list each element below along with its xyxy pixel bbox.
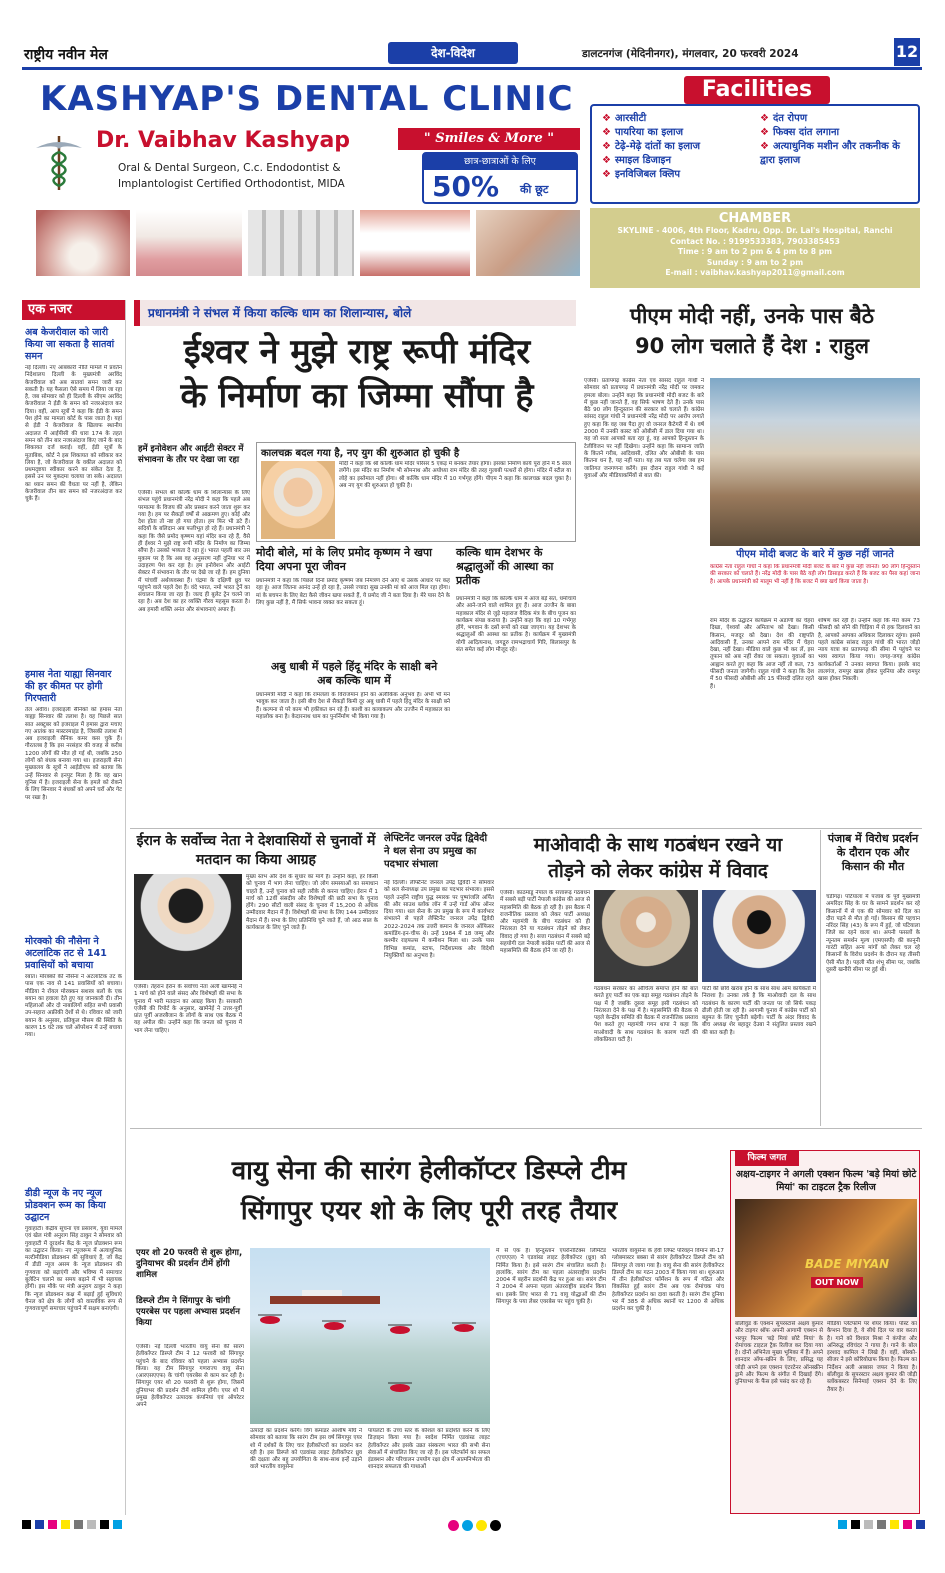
iaf-body: एजेंसी। नई दिल्ली भारतीय वायु सेना की सारंग हेलीकॉप्टर डिस्प्ले टीम ने 12 फरवरी को सिंगापुर पहुंचने के बाद रविवार को पहला अभ्यास प्रदर्शन किया। यह टीम सिंगापुर गणराज्य वायु सेना (आरएसएएफ) के चांगी एयरबेस से काम कर रही है। सिंगापुर एयर शो 20 फरवरी से शुरू होगा, जिसमें दुनियाभर की प्रदर्शन टीमें शामिल होंगी। एयर शो में प्रमुख हेलीकॉप्टर उत्पादक कंपनियां एवं ऑपरेटर अपने: [136, 1344, 244, 1409]
film-box: [730, 1150, 920, 1514]
facility-label: पायरिया का इलाज: [614, 127, 684, 138]
newspaper-logo: राष्ट्रीय नवीन मेल: [24, 47, 108, 63]
sidebar-item-body: रबात। मोरक्को की नौसेना ने अटलांटिक तट के पास एक नाव से 141 प्रवासियों को बचाया। मीडिया ने रॉयल मोरक्कन सशस्त्र बलों के एक बयान का हवाला देते हुए यह जानकारी दी। तीन महिलाओं और दो नाबालिगों सहित सभी प्रवासी उप-सहारा अफ्रीकी देशों से थे। रविवार को जारी बयान के अनुसार, प्रतिकूल मौसम की स्थिति के कारण 15 घंटे तक चले ऑपरेशन में उन्हें बचाया गया।: [25, 974, 122, 1039]
rahul-caption-body: कांग्रेस नेता राहुल गांधी ने कहा कि प्रधानमंत्री मोदी बजट के बारे में कुछ नहीं जानते। 90 लोग हिन्दुस्तान की सरकार को चलाते हैं। नरेंद्र मोदी के पास बैठे यही लोग डिसाइड करते हैं कि बजट का पैसा कहां जाना है। आपके प्रधानमंत्री को मालूम भी नहीं है कि बजट में क्या खर्च किया जाता है।: [710, 564, 920, 585]
implant-photo: [248, 210, 354, 276]
rahul-rally-photo: [710, 378, 920, 546]
facility-label: अत्याधुनिक मशीन और तकनीक के द्वारा इलाज: [760, 141, 900, 166]
facility-label: आरसीटी: [614, 113, 647, 124]
chamber-line: Sunday : 9 am to 2 pm: [706, 257, 804, 267]
sidebar-items: [22, 320, 125, 1506]
punjab-body: चंडीगढ़। पटियाला में पंजाब के पूर्व मुख्यमंत्री अमरिंदर सिंह के घर के सामने प्रदर्शन कर रहे किसानों में से एक की सोमवार को दिल का दौरा पड़ने से मौत हो गई। किसान की पहचान नरिंदर सिंह (43) के रूप में हुई, जो पटियाला जिले का रहने वाला था। अपनी फसलों के न्यूनतम समर्थन मूल्य (एमएसपी) की कानूनी गारंटी सहित अन्य मांगों को लेकर चल रहे किसानों के विरोध प्रदर्शन के दौरान यह तीसरी ऐसी मौत है। पहली मौत शंभू सीमा पर, जबकि दूसरी खनौरी सीमा पर हुई थी।: [826, 894, 920, 973]
doctor-qualification-2: Implantologist Certified Orthodontist, MIDA: [118, 178, 345, 190]
lead-col1-headline: मोदी बोले, मां के लिए प्रमोद कृष्णम ने खपा दिया अपना पूरा जीवन: [256, 546, 433, 573]
chamber-line: E-mail : vaibhav.kashyap2011@gmail.com: [665, 268, 845, 277]
diamond-bullet-icon: ❖: [760, 113, 769, 124]
discount-offer: [422, 152, 578, 204]
offer-percentage: 50%: [432, 170, 500, 203]
facility-label: स्माइल डिजाइन: [614, 155, 672, 166]
chamber-title: CHAMBER: [718, 211, 792, 226]
film-section-label: फिल्म जगत: [735, 1150, 799, 1166]
row-divider-2: [130, 1128, 922, 1129]
rahul-body-2: राम मंदिर के उद्घाटन कार्यक्रम में अडाणी का चेहरा दिखा, ऐश्वर्या और अमिताभ को देखा। किसी किसान, मजदूर को देखा। देश की राष्ट्रपति आदिवासी हैं, उनका आपने राम मंदिर में चेहरा देखा, नहीं देखा। मीडिया वाले कुछ भी कर लें, इस तूफान को अब नहीं रोका जा सकता। युवाओं का आह्वान करते हुए कहा कि आज नहीं तो कल, 73 फीसदी जनता जागेगी। राहुल गांधी ने कहा कि देश में 50 फीसदी ओबीसी और 15 फीसदी दलित रहते हैं।: [710, 618, 814, 690]
rahul-headline-2: 90 लोग चलाते हैं देश : राहुल: [635, 334, 869, 358]
facilities-list-left: [602, 112, 756, 182]
chamber-details: [590, 226, 920, 279]
gagan-thapa-photo: [702, 890, 816, 982]
ad-tagline: " Smiles & More ": [398, 128, 580, 150]
facility-item: [602, 168, 756, 182]
diamond-bullet-icon: ❖: [602, 169, 611, 180]
facilities-box: [590, 104, 920, 204]
rahul-body-3: शोषण कर रही हैं। उन्होंने कहा कि मेरा काम 73 फीसदी को सोने की चिड़िया में से हक दिलवाने का है, आपको आपका अधिकार दिलाकर रहूंगा। इससे पहले कांग्रेस सांसद राहुल गांधी की भारत जोड़ो न्याय यात्रा का प्रतापगढ़ की सीमा में पहुंचने पर भव्य स्वागत किया गया। जगह-जगह कांग्रेस कार्यकर्ताओं ने उनका स्वागत किया। इसके बाद लालगंज, रामपुर खास होकर पुरनिया और रामपुर खास होकर निकली।: [818, 618, 920, 683]
facility-item: [602, 140, 756, 154]
facility-label: इनविजिबल क्लिप: [614, 169, 681, 180]
kalchakra-box: [256, 442, 576, 542]
iaf-headline-1: वायु सेना की सारंग हेलीकॉप्टर डिस्प्ले टीम: [231, 1156, 627, 1186]
sidebar-title: एक नजर: [22, 300, 125, 320]
nepal-body: एजेंसी। काठमांडू नेपाल के सत्तारूढ़ गठबंधन में सबसे बड़ी पार्टी नेपाली कांग्रेस की आज से महासमिति की बैठक हो रही है। इस बैठक में राजनीतिक प्रस्ताव को लेकर पार्टी अध्यक्ष और महामंत्री के बीच गठबंधन को ही निरंतरता देने या गठबंधन तोड़ने को लेकर विवाद हो गया है। सत्ता गठबंधन में सबसे बड़े सहयोगी दल नेपाली कांग्रेस पार्टी की आज से महासमिति की बैठक होने जा रही है।: [500, 890, 590, 955]
chamber-line: Contact No. : 9199533383, 7903385453: [670, 236, 840, 246]
army-headline: लेफ्टिनेंट जनरल उपेंद्र द्विवेदी ने थल सेना उप प्रमुख का पदभार संभाला: [384, 833, 488, 870]
sidebar-item-body: नई दिल्ली। नए आबकारी नीति मामले में प्रवर्तन निदेशालय दिल्ली के मुख्यमंत्री अरविंद केजरीवाल को अब सातवां समन जारी कर सकती है। यह फैसला ऐसे समय में लिया जा रहा है, जब सोमवार को ही दिल्ली के सीएम अरविंद केजरीवाल ने ईडी के समन को नजरअंदाज कर दिया। वहीं, आप सूत्रों ने कहा कि ईडी के समन पेश होने का मामला कोर्ट के पास जाता है। यहां से ईडी ने केजरीवाल के खिलाफ स्थानीय अदालत में आईपीसी की धारा 174 के तहत समन को तीन बार नजरअंदाज किए जाने के बाद शिकायत दर्ज कराई। वहीं, ईडी सूत्रों के मुताबिक, कोर्ट ने इस शिकायत को स्वीकार कर लिया है, जो केजरीवाल के वकील अदालत को प्रथमदृष्टया स्वीकार करने का संकेत देता है, इससे उन पर मुकदमा चलाया जा सके। अदालत का ध्यान समन की वैधता पर नहीं है, लेकिन केजरीवाल तीन बार समन को नजरअंदाज कर चुके हैं।: [25, 365, 122, 503]
iaf-headline-2: सिंगापुर एयर शो के लिए पूरी तरह तैयार: [240, 1196, 618, 1226]
diamond-bullet-icon: ❖: [602, 113, 611, 124]
film-body: बॉलीवुड के एक्शन सुपरस्टार्स अक्षय कुमार और टाइगर श्रॉफ अपनी आगामी एक्शन से भरपूर फिल्म 'बड़े मियां छोटे मियां' के रोमांचक टाइटल ट्रैक रिलीज कर दिया गया है। दोनों अभिनेता मुख्य भूमिका में हैं। अपने शानदार ऑफ-स्क्रीन के लिए, प्रसिद्ध यह जोड़ी अपने इस एक्शन एंटरटेनर ऑनस्क्रीन ड्रामे और फिल्म के संगीत में दिखाई देंगे। दुनियाभर के फैंस इसे पसंद कर रहे हैं।: [735, 1321, 823, 1386]
registration-bar: [22, 1520, 922, 1532]
nepal-headline-1: माओवादी के साथ गठबंधन रखने या: [533, 834, 783, 856]
helicopters-icon: [250, 1248, 490, 1424]
lead-headline-2: के निर्माण का जिम्मा सौंपा है: [180, 376, 534, 416]
film-poster: [735, 1199, 917, 1317]
modi-portrait: [261, 461, 335, 539]
deuba-photo: [594, 890, 698, 982]
lead-kicker: प्रधानमंत्री ने संभल में किया कल्कि धाम का शिलान्यास, बोले: [148, 306, 412, 320]
kalchakra-body: मोदी ने कहा कि श्री कल्कि धाम मंदिर परिसर 5 एकड़ में बनकर तैयार होगा। इसका निर्माण कार्य पूरा होने में 5 साल लगेंगे। इस मंदिर का निर्माण भी सोमनाथ और अयोध्या राम मंदिर की तरह गुलाबी पत्थरों से होगा। मंदिर में स्टील या लोहे का इस्तेमाल नहीं होगा। श्री कल्कि धाम मंदिर में 10 गर्भगृह होंगे। पीएम ने कहा कि कालचक्र बदल चुका है। अब नए युग की शुरुआत हो चुकी है।: [339, 461, 571, 489]
facility-item: [602, 154, 756, 168]
lead-headline-1: ईश्वर ने मुझे राष्ट्र रूपी मंदिर: [183, 332, 531, 372]
section-label: देश-विदेश: [388, 42, 518, 64]
facility-item: [602, 126, 756, 140]
lead-kicker-box: [134, 300, 576, 326]
sidebar-item-body: तेल अवीव। इजराइली सैनिकों को हमास नेता याह्या सिनवार की तलाश है। वह पिछले सात सात अक्टूबर को इजराइल में हमास द्वारा मचाए गए आतंक का मास्टरमाइंड है, जिसकी तलाश में अब इजराइली सैनिक कमर कस चुके हैं। गौरतलब है कि इस नरसंहार की वजह से करीब 1200 लोगों की मौत हो गई थी, जबकि 250 लोगों को बंधक बनाया गया था। इजराइली सेना मुख्यालय के सूत्रों ने आईडीएफ को बताया कि उन्हें सिनवार से इनपुट मिला है कि वह खान यूनिस में है। इजराइली सेना के हमले को रोकने के लिए सिनवार ने बंधकों को अपने घरों और गेट पर रखा है।: [25, 707, 122, 801]
poster-title: BADE MIYAN: [805, 1257, 890, 1271]
doctor-qualification-1: Oral & Dental Surgeon, C.c. Endodontist &: [118, 162, 341, 174]
iaf-sub-2: डिस्प्ले टीम ने सिंगापुर के चांगी एयरबेस पर पहला अभ्यास प्रदर्शन किया: [136, 1296, 240, 1328]
lead-col1-body: प्रधानमंत्री ने कहा कि पिछले दिनों प्रमोद कृष्णम जब निमंत्रण देने आए थे उसके आधार पर कह रहा हूं। आज जितना आनंद उन्हें हो रहा है, उससे ज्यादा सुख उनकी मां को आज मिल रहा होगा। मां के बचपन के लिए बेटा कैसे जीवन खपा सकते हैं, ये प्रमोद जी ने बता दिया है। मेरे पास देने के लिए कुछ नहीं है, मैं सिर्फ भावना व्यक्त कर सकता हूं।: [256, 578, 450, 606]
col-divider: [820, 830, 821, 1126]
film-body-2: मीडिया प्लेटफॉर्म पर शेयर किया। पोस्ट का कैप्शन दिया है, ये सीधे दिल पर वार करता है। गाने को विशाल मिश्रा ने कंपोज और अनिरुद्ध रविचंदर ने गाया है। गाने के बोल इरशाद कामिल ने लिखे हैं। वहीं, बॉस्को-सीजर ने इसे कोरियोग्राफ किया है। फिल्म का निर्देशन अली अब्बास जफर ने किया है। बॉलीवुड के सुपरस्टार अक्षय कुमार की जोड़ी ब्लॉकबस्टर सिनेमाई एक्शन देने के लिए तैयार है।: [827, 1321, 917, 1393]
punjab-headline: पंजाब में विरोध प्रदर्शन के दौरान एक और किसान की मौत: [827, 832, 919, 873]
diamond-bullet-icon: ❖: [602, 141, 611, 152]
lead-body: एजेंसी। संभल श्री कल्कि धाम के शिलान्यास के लिए संभल पहुंचे प्रधानमंत्री नरेंद्र मोदी ने कहा कि पहले अब परमात्मा के विजय की ओर प्रस्थान करने जाता शुरू कर गया है। हम पर सैकड़ों वर्षों से आक्रमण हुए। कोई और देश होता तो नष्ट हो गया होता। हम फिर भी डटे हैं। सदियों के बलिदान अब फलीभूत हो रहे हैं। प्रधानमंत्री ने कहा कि जैसे प्रमोद कृष्णम यहां मंदिर बना रहे हैं, वैसे ही ईश्वर ने मुझे राष्ट्र रूपी मंदिर के निर्माण का जिम्मा सौंपा है। उसको भव्यता दे रहा हूं। भारत पहली बार उस मुकाम पर है कि अब वह अनुसरण नहीं दुनिया भर में उदाहरण पेश कर रहा है। हम इनोवेशन और आईटी सेक्टर में संभावना के तौर पर देखे जा रहे हैं। हम दुनिया में पांचवीं अर्थव्यवस्था हैं। चंद्रमा के दक्षिणी ध्रुव पर पहुंचने वाले पहले देश हैं। वंदे भारत, नमो भारत ट्रेनें का संचालन किया जा रहा है। जल्द ही बुलेट ट्रेन चलने जा रहा है। अब देश का हर व्यक्ति गौरव महसूस करता है। अब हमारी शक्ति अनंत और संभावनाएं अपार हैं।: [138, 490, 250, 613]
clinic-name: KASHYAP'S DENTAL CLINIC: [40, 79, 574, 119]
sidebar-ek-nazar: [22, 300, 126, 1515]
sidebar-item-headline: मोरक्को की नौसेना ने अटलांटिक तट से 141 प्रवासियों को बचाया: [25, 936, 107, 971]
facility-item: [760, 112, 916, 126]
nepal-body-2: गठबंधन सरकार का औचित्य समाप्त होने की बात करते हुए पार्टी का एक बड़ा समूह गठबंधन तोड़ने के पक्ष में है जबकि दूसरा समूह इसी गठबंधन को निरंतरता देने के पक्ष में है। महासमिति की बैठक से पहले केन्द्रीय समिति की बैठक में राजनीतिक प्रस्ताव पेश करते हुए महामंत्री गगन थापा ने कहा कि माओवादी के साथ गठबंधन के कारण पार्टी की लोकप्रियता घटी है।: [594, 986, 698, 1044]
offer-suffix: की छूट: [520, 183, 549, 196]
rahul-body: एजेंसी। प्रतापगढ़ कांग्रेस नेता एवं सांसद राहुल गांधी ने सोमवार को प्रतापगढ़ में प्रधानमंत्री नरेंद्र मोदी पर जमकर हमला बोला। उन्होंने कहा कि प्रधानमंत्री मोदी बजट के बारे में कुछ नहीं जानते हैं, वह सिर्फ भाषण देते हैं। उनके पास बैठे 90 लोग हिन्दुस्तान की सरकार को चलाते हैं। कांग्रेस सांसद राहुल गांधी ने प्रधानमंत्री नरेंद्र मोदी पर आरोप लगाते हुए कहा कि वह जब पैदा हुए वो जनरल कैटेगरी में थे। वर्ष 2000 में उनकी कास्ट को ओबीसी में डाल दिया गया था। यह जो सता आपको बता रहा हूं, वह आपको हिन्दुस्तान के टेलीविजन पर नहीं दिखेगा। उन्होंने कहा कि सामान्य जाति के कितने गरीब, आदिवासी, दलित और ओबीसी के पास कितना धन है, यह नहीं पता। यह तब पता चलेगा जब हम जातिगत जनगणना करेंगे। इस दौरान राहुल गांधी ने कई युवाओं और मीडियाकर्मियों से बात की।: [584, 378, 704, 479]
facilities-title: Facilities: [684, 76, 830, 104]
braces-photo: [136, 210, 242, 276]
doctor-name: Dr. Vaibhav Kashyap: [96, 128, 351, 153]
smile-photo: [360, 210, 470, 276]
diamond-bullet-icon: ❖: [760, 141, 769, 152]
facility-label: टेढ़े-मेढ़े दांतों का इलाज: [614, 141, 701, 152]
sidebar-item-headline: हमास नेता याह्या सिनवार की हर कीमत पर होगी गिरफ्तारी: [25, 669, 112, 704]
patient-photo: [476, 210, 580, 276]
sidebar-item-headline: अब केजरीवाल को जारी किया जा सकता है सातवां समन: [25, 327, 115, 362]
sidebar-item-body: गुवाहाटी। केंद्रीय सूचना एवं प्रसारण, युवा मामले एवं खेल मंत्री अनुराग सिंह ठाकुर ने सोमवार को गुवाहाटी में दूरदर्शन केंद्र के न्यूज प्रोडक्शन रूम का उद्घाटन किया। नए न्यूजरूम में अत्याधुनिक मल्टीमीडिया प्रोडक्शन की सुविधाएं हैं, जो केंद्र में डीडी न्यूज असम के न्यूज प्रोडक्शन की गुणवत्ता को बढ़ाएंगी और भविष्य में समाचार बुलेटिन चलाने का समय बढ़ाने में भी सहायक होंगी। इस मौके पर मंत्री अनुराग ठाकुर ने कहा कि न्यूज प्रोडक्शन कक्ष में बढ़ाई हुई सुविधाएं चैनल को क्षेत्र के लोगों को वास्तविक रूप से गुणवत्तापूर्ण समाचार पहुंचाने में सक्षम बनाएंगी।: [25, 1226, 122, 1313]
lead-col2-headline: कल्कि धाम देशभर के श्रद्धालुओं की आस्था का प्रतीक: [456, 546, 554, 587]
iran-body: एजेंसी। तेहरान ईरान के सर्वोच्च नेता अली खामेनेई ने 1 मार्च को होने वाले संसद और विशेषज्ञों की सभा के चुनाव में भारी मतदान का आग्रह किया है। सरकारी एजेंसी की रिपोर्ट के अनुसार, खामेनेई ने उत्तर-पूर्वी प्रांत पूर्वी अजरबैजान के लोगों के साथ एक बैठक में यह अपील की। उन्होंने कहा कि जनता को चुनाव में भाग लेना चाहिए।: [134, 984, 242, 1034]
nepal-headline-2: तोड़ने को लेकर कांग्रेस में विवाद: [548, 860, 768, 882]
iaf-body-2: उत्पादों का प्रदर्शन करेंगे। विंग कमांडर आशीष मोघे ने सोमवार को बताया कि सारंग टीम इस वर्ष सिंगापुर एयर शो में दर्शकों के लिए चार हेलीकॉप्टरों का प्रदर्शन कर रही है। इस डिस्प्ले को एडवांस्ड लाइट हेलीकॉप्टर ध्रुव की दक्षता और बहु उपयोगिता के साथ-साथ इन्हें उड़ाने वाले भारतीय वायुसेना: [250, 1428, 362, 1471]
offer-audience: छात्र-छात्राओं के लिए: [424, 154, 576, 170]
iran-body-2: मुख्य स्तंभ और देश के सुधार का मार्ग है। उन्होंने कहा, हर किसी को चुनाव में भाग लेना चाहिए। जो लोग समस्याओं का समाधान चाहते हैं, उन्हें चुनाव को सही तरीके से करना चाहिए। ईरान में 1 मार्च को 12वीं संसदीय और विशेषज्ञों की छठी सभा के चुनाव होंगे। 290 सीटों वाली संसद के चुनाव में 15,200 से अधिक उम्मीदवार मैदान में हैं। विशेषज्ञों की सभा के लिए 144 उम्मीदवार मैदान में हैं। सभा के लिए प्रतिनिधि चुने जाते हैं, जो आठ साल के कार्यकाल के लिए चुने जाते हैं।: [246, 874, 378, 932]
iran-headline: ईरान के सर्वोच्च नेता ने देशवासियों से चुनावों में मतदान का किया आग्रह: [136, 833, 376, 868]
facility-item: [760, 126, 916, 140]
dental-clinic-ad: [26, 74, 922, 292]
chamber-line: SKYLINE - 4006, 4th Floor, Kadru, Opp. Dr. Lal's Hospital, Ranchi: [617, 226, 893, 235]
helicopter-display-photo: [250, 1248, 490, 1424]
lead-col1-body-2: प्रधानमंत्री मोदी ने कहा कि रामलला के विराजमान होने का अलौकिक अनुभव है। अभी भी मन भावुक कर जाता है। इसी बीच देश से सैकड़ों किमी दूर अबु धाबी में पहले हिंदू मंदिर के साक्षी बने हैं। कल्पना से परे काम भी हकीकत बन रहे हैं। काशी का कायाकल्प और उज्जैन में महाकाल का महालोक बना है। केदारनाथ धाम का पुनर्निर्माण भी किया गया है।: [256, 692, 450, 720]
kalchakra-headline: कालचक्र बदल गया है, नए युग की शुरुआत हो चुकी है: [261, 448, 460, 459]
diamond-bullet-icon: ❖: [602, 127, 611, 138]
film-headline: अक्षय-टाइगर ने अगली एक्शन फिल्म 'बड़े मियां छोटे मियां' का टाइटल ट्रैक रिलीज: [735, 1169, 917, 1193]
facilities-list-right: [760, 112, 916, 168]
lead-col2-body: प्रधानमंत्री ने कहा कि कल्कि धाम में आज बड़ें संत, धर्माचार्य और आने-जाने वाले शामिल हुए हैं। आज उज्जैन के बाबा महाकाल मंदिर से जुड़े महाराज वैदिक मंत्र के बीच पूजन का कार्यक्रम संपन्न कराया है। उन्होंने कहा कि वहां 10 गर्भगृह होंगे, भगवान के दसों रूपों को रखा जाएगा। यह देशभर के श्रद्धालुओं की आस्था का प्रतीक है। कार्यक्रम में मुख्यमंत्री योगी आदित्यनाथ, जगद्गुरु रामभद्राचार्य गिरि, बिलासपुर के संत समेत कई लोग मौजूद रहे।: [456, 596, 576, 654]
iaf-body-5: भारतीय वायुसेना के हेवी लिफ्ट परिवहन विमान सी-17 ग्लोबमास्टर बक्सा से सारंग हेलीकॉप्टर डिस्प्ले टीम को सिंगापुर ले जाया गया है। वायु सेना की सारंग हेलीकॉप्टर डिस्प्ले टीम का गठन 2003 में किया गया था। शुरुआत में तीन हेलीकॉप्टर फॉर्मेशन के रूप में गठित और विकसित हुई सारंग टीम अब एक रोमांचक पांच हेलीकॉप्टर प्रदर्शन का दावा करती है। सारंग टीम दुनिया भर में 385 से अधिक स्थानों पर 1200 से अधिक प्रदर्शन कर चुकी है।: [612, 1248, 724, 1313]
iaf-sub-1: एयर शो 20 फरवरी से शुरू होगा, दुनियाभर की प्रदर्शन टीमें होंगी शामिल: [136, 1248, 243, 1280]
dateline: डालटनगंज (मेदिनीनगर), मंगलवार, 20 फरवरी 2024: [582, 48, 799, 60]
rahul-headline-1: पीएम मोदी नहीं, उनके पास बैठे: [630, 304, 874, 328]
lead-subheadline: हमें इनोवेशन और आईटी सेक्टर में संभावना के तौर पर देखा जा रहा: [138, 444, 244, 465]
nepal-body-3: पार्टी की छवि खराब होने के साथ साथ आम कार्यकर्ता में निराशा है। उनका तर्क है कि माओवादी दल के साथ गठबंधन के कारण पार्टी की जनता पर जो सिर्फ पकड़ ढीली होती जा रही है। आगामी चुनाव में कांग्रेस पार्टी को बहुमत के लिए चुनौती बढ़ेगी। पार्टी के अंदर विवाद के बीच अध्यक्ष शेर बहादुर देउबा ने संतुलित प्रस्ताव रखने की बात कही है।: [702, 986, 816, 1036]
iaf-body-4: में से एक है। हिन्दुस्तान एयरोनॉटिक्स लिमिटेड (एचएएल) ने एडवांस्ड लाइट हेलीकॉप्टर (ध्रुव) को निर्मित किया है। इसे सारंग टीम संचालित करती है। हालांकि, सारंग टीम का पहला अंतरराष्ट्रीय प्रदर्शन 2004 में बहरीन प्रदर्शनी केंद्र पर हुआ था। सारंग टीम ने 2004 में अपना पहला अंतरराष्ट्रीय प्रदर्शन किया था। इसके लिए भारत से 71 वायु योद्धाओं की टीम सिंगापुर के पया लेबर एयरबेस पर पहुंच चुकी है।: [496, 1248, 606, 1306]
chamber-box: [590, 208, 920, 288]
masthead-rule: [22, 67, 922, 70]
page-number: 12: [894, 38, 920, 66]
facility-label: फिक्स दांत लगाना: [772, 127, 840, 138]
masthead: [22, 40, 922, 66]
row-divider: [130, 828, 922, 829]
caduceus-icon: [34, 132, 84, 192]
army-body: नई दिल्ली। लेफ्टिनेंट जनरल उपेंद्र द्विवेदी ने सोमवार को थल सेनाध्यक्ष उप प्रमुख का पदभार संभाला। इससे पहले उन्होंने राष्ट्रीय युद्ध स्मारक पर पुष्पांजलि अर्पित की और साउथ ब्लॉक लॉन में उन्हें गार्ड ऑफ ऑनर दिया गया। थल सेना के उप प्रमुख के रूप में कार्यभार संभालने से पहले लेफ्टिनेंट जनरल उपेंद्र द्विवेदी 2022-2024 तक उत्तरी कमान के जनरल ऑफिसर कमांडिंग-इन-चीफ थे। उन्हें 1984 में 18 जम्मू और कश्मीर राइफल्स में कमीशन मिला था। उनके पास विभिन्न कमांड, स्टाफ, निर्देशात्मक और विदेशी नियुक्तियों का अनुभव है।: [384, 880, 494, 959]
facility-label: दंत रोपण: [772, 113, 808, 124]
chamber-line: Time : 9 am to 2 pm & 4 pm to 8 pm: [677, 247, 833, 256]
poster-out-now: OUT NOW: [811, 1277, 863, 1288]
sidebar-item-headline: डीडी न्यूज के नए न्यूज प्रोडक्शन रूम का किया उद्घाटन: [25, 1188, 106, 1223]
lead-col1-headline-2: अबु धाबी में पहले हिंदू मंदिर के साक्षी बने अब कल्कि धाम में: [270, 660, 438, 687]
dentures-photo: [36, 210, 130, 276]
rahul-photo-caption: पीएम मोदी बजट के बारे में कुछ नहीं जानते: [736, 549, 894, 560]
diamond-bullet-icon: ❖: [602, 155, 611, 166]
iaf-body-3: पायलटों के उच्च स्तर के कौशल को प्रदर्शित करने के लिए डिज़ाइन किया गया है। स्वदेश निर्मित एडवांस्ड लाइट हेलीकॉप्टर और इसके उन्नत संस्करण भारत की सभी सेना सेवाओं में संचालित किए जा रहे हैं। इस प्लेटफॉर्म का सफल इंडक्शन और परिचालन उपयोग रक्षा क्षेत्र में आत्मनिर्भरता की शानदार सफलता की गाथाओं: [368, 1428, 490, 1471]
facility-item: [602, 112, 756, 126]
khamenei-photo: [134, 874, 242, 980]
diamond-bullet-icon: ❖: [760, 127, 769, 138]
facility-item: [760, 140, 916, 168]
